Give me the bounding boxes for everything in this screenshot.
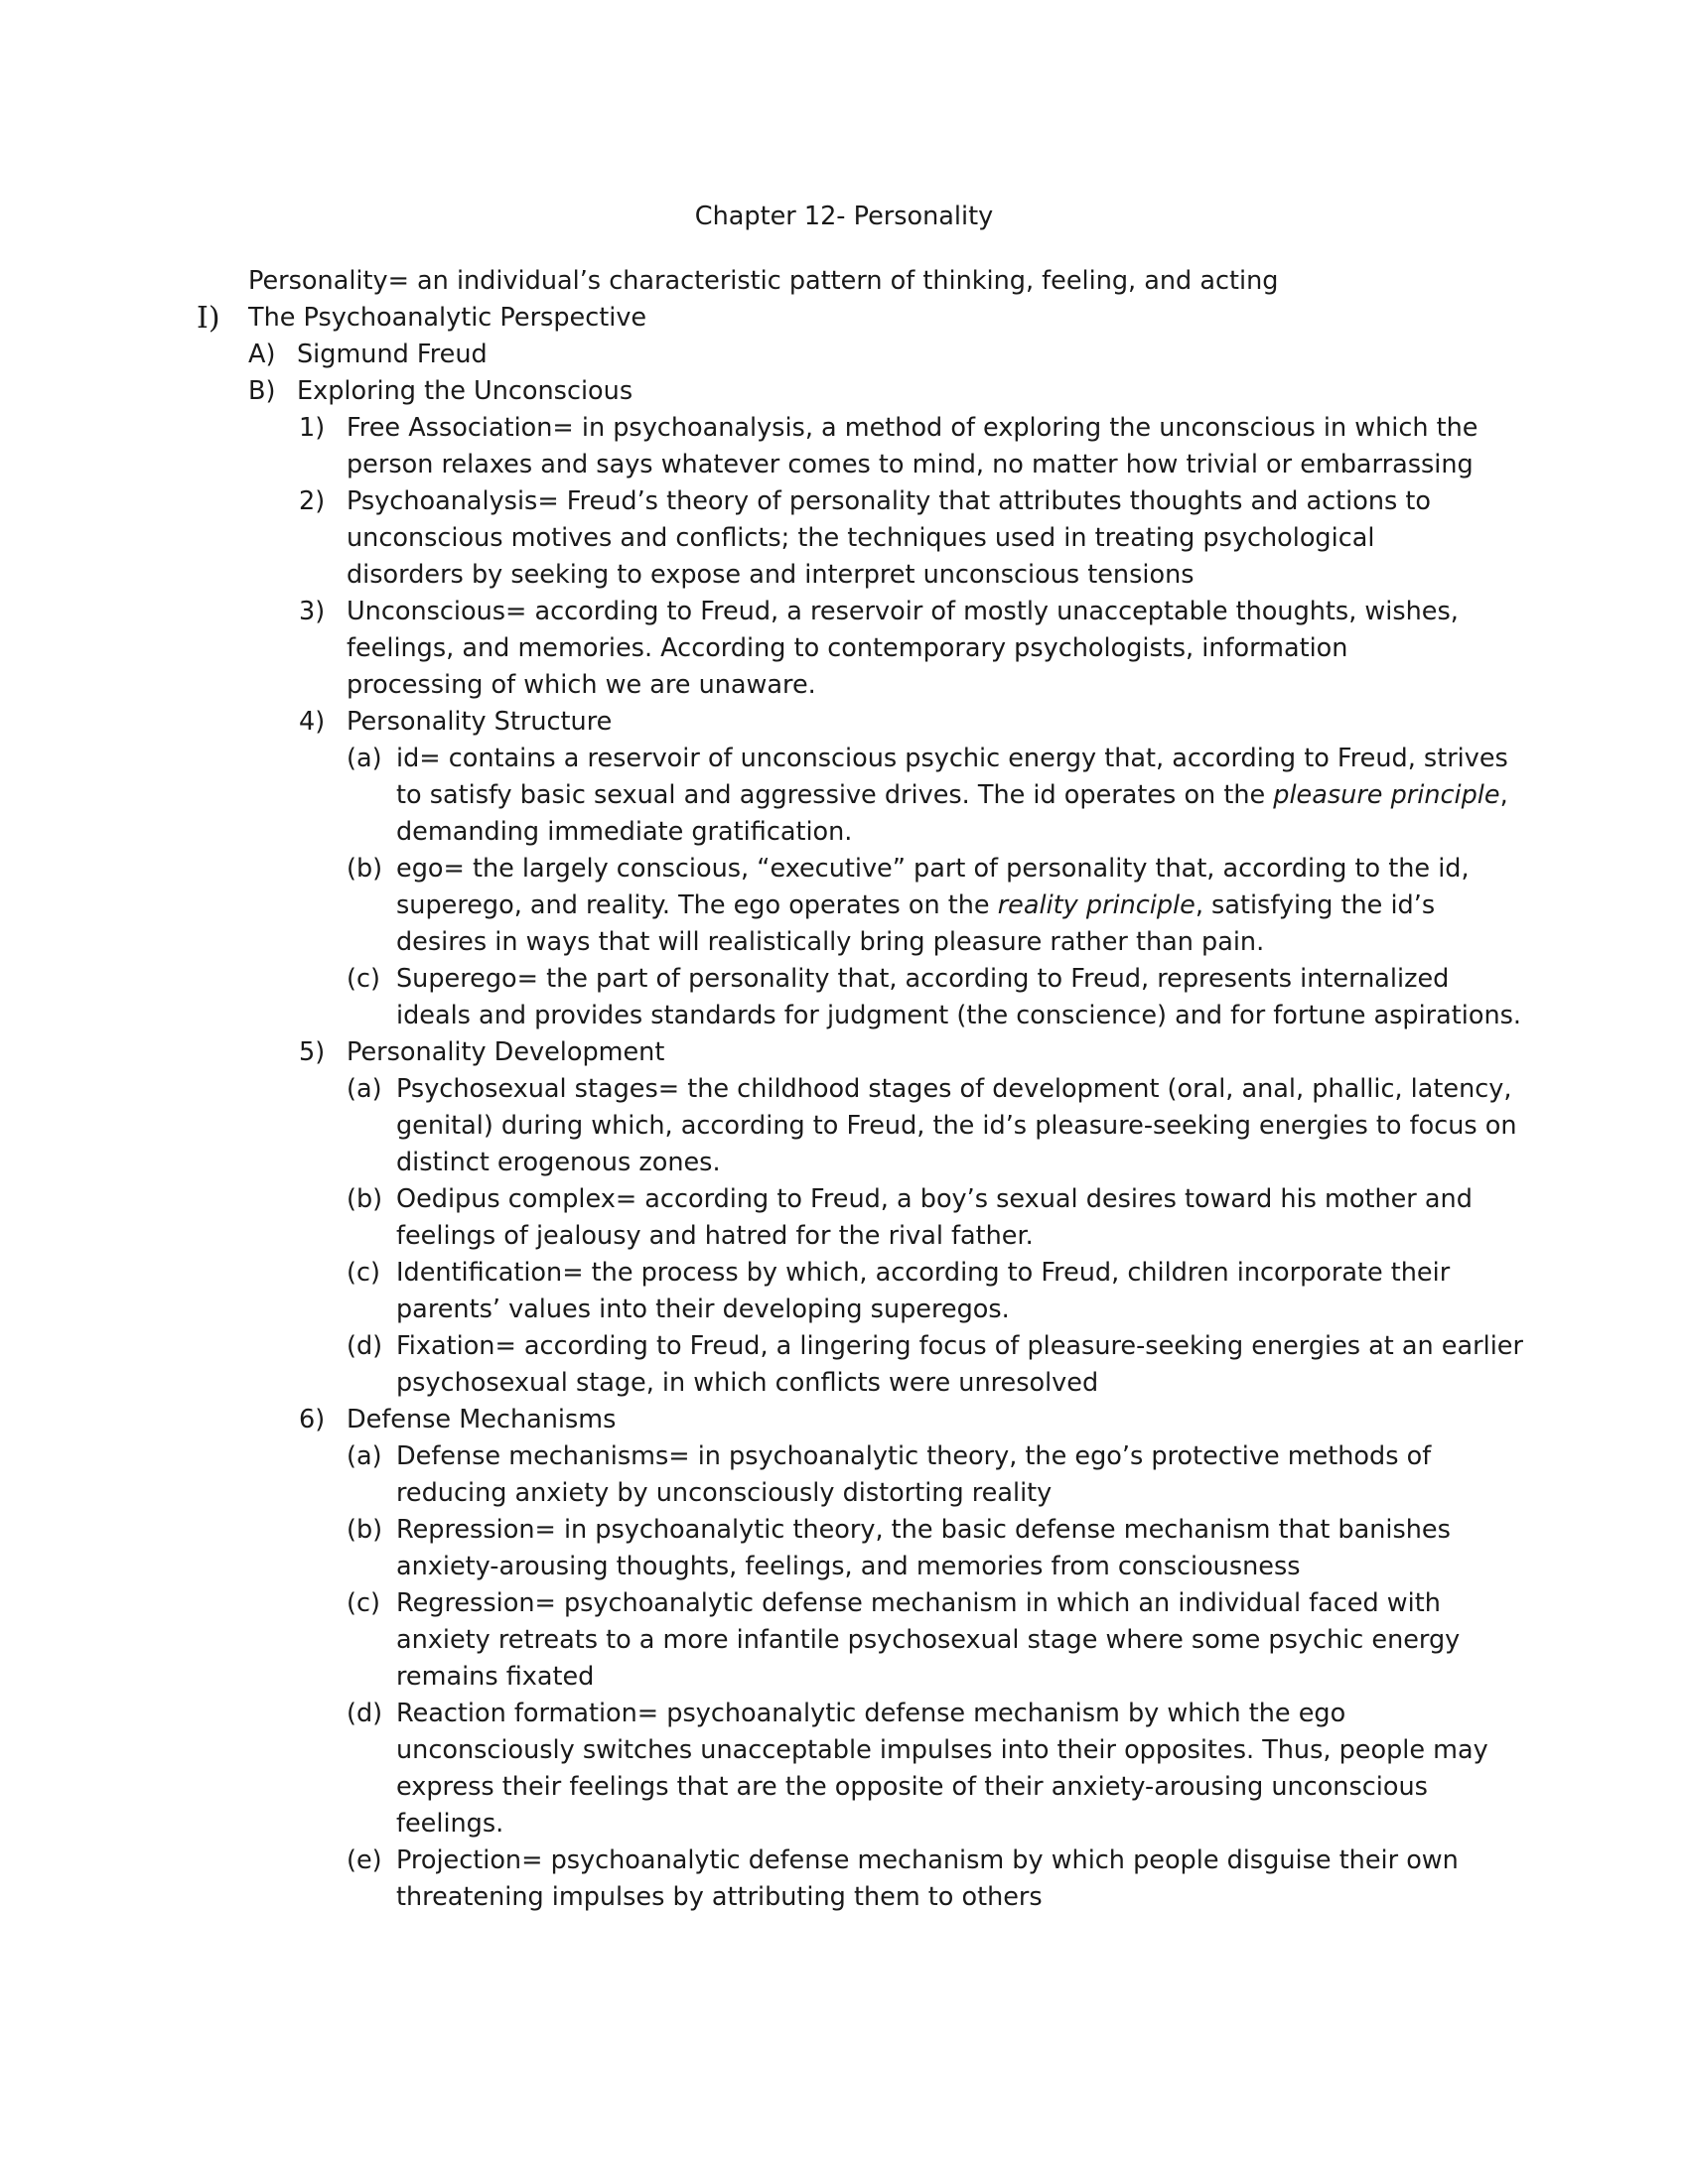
definition-psychoanalysis: Psychoanalysis= Freud’s theory of personality that attributes thoughts and actions to unconscious motives and conflicts; the techniques used in treating psychological disorders by seeking to expose and interpret unconscious tensions (347, 486, 1432, 590)
outline-item-b4 (297, 704, 1688, 741)
list-marker: (c) (347, 1258, 380, 1288)
section-i (197, 300, 1688, 337)
outline-item-b5 (297, 1034, 1688, 1071)
definition-superego: Superego= the part of personality that, according to Freud, represents internalized ideals and provides standards for judgment (the conscience) and for fortune aspirations. (396, 964, 1522, 1030)
list-marker: (d) (347, 1331, 383, 1361)
outline-item-b5b (347, 1181, 1526, 1255)
outline-item-b6c (347, 1585, 1526, 1696)
list-marker: 2) (299, 486, 326, 516)
list-marker: (b) (347, 854, 383, 884)
outline-item-b (248, 373, 1688, 410)
definition-identification: Identification= the process by which, according to Freud, children incorporate their parents’ values into their developing superegos. (396, 1258, 1451, 1324)
list-marker: 4) (299, 707, 326, 737)
definition-oedipus-complex: Oedipus complex= according to Freud, a boy’s sexual desires toward his mother and feelings of jealousy and hatred for the rival father. (396, 1184, 1473, 1251)
list-marker: 5) (299, 1037, 326, 1067)
outline-item-b4b (347, 851, 1526, 961)
definition-projection: Projection= psychoanalytic defense mechanism by which people disguise their own threatening impulses by attributing them to others (396, 1845, 1459, 1912)
definition-reaction-formation: Reaction formation= psychoanalytic defense mechanism by which the ego unconsciously switches unacceptable impulses into their opposites. Thus, people may express their feelings that are the opposite of their anxiety-arousing unconscious feelings. (396, 1699, 1488, 1839)
definition-unconscious: Unconscious= according to Freud, a reservoir of mostly unacceptable thoughts, wishes, feelings, and memories. According to contemporary psychologists, information processing of which we are unaware. (347, 597, 1459, 700)
page-title: Chapter 12- Personality (694, 202, 994, 231)
subheading-personality-development: Personality Development (347, 1037, 665, 1067)
outline (0, 263, 1688, 1916)
text-run: id= contains a reservoir of unconscious psychic energy that, according to Freud, strives to satisfy basic sexual and aggressive drives. The id operates on the (396, 744, 1508, 810)
intro-definition: Personality= an individual’s characteristic pattern of thinking, feeling, and acting (248, 266, 1279, 296)
list-marker: A) (248, 340, 276, 369)
list-marker: 1) (299, 413, 326, 443)
subheading-personality-structure: Personality Structure (347, 707, 613, 737)
list-marker: 6) (299, 1405, 326, 1434)
list-marker: (a) (347, 1441, 382, 1471)
list-marker: (d) (347, 1699, 383, 1728)
outline-item-b6b (347, 1512, 1526, 1585)
definition-ego (396, 851, 1526, 961)
outline-item-b4a (347, 741, 1526, 851)
list-marker: (b) (347, 1184, 383, 1214)
outline-item-b6 (297, 1402, 1688, 1438)
definition-defense-mechanisms: Defense mechanisms= in psychoanalytic theory, the ego’s protective methods of reducing anxiety by unconsciously distorting reality (396, 1441, 1432, 1508)
definition-repression: Repression= in psychoanalytic theory, the basic defense mechanism that banishes anxiety-arousing thoughts, feelings, and memories from consciousness (396, 1515, 1451, 1581)
list-item-text: Sigmund Freud (297, 340, 488, 369)
list-marker: (a) (347, 1074, 382, 1104)
text-run: , satisfying the id’s desires in ways that will realistically bring pleasure rather than pain. (396, 890, 1436, 957)
emphasis: pleasure principle (1273, 780, 1500, 810)
outline-item-b5a (347, 1071, 1526, 1181)
section-i-heading: The Psychoanalytic Perspective (248, 303, 647, 333)
outline-item-b6d (347, 1696, 1526, 1843)
definition-fixation: Fixation= according to Freud, a lingering focus of pleasure-seeking energies at an earlier psychosexual stage, in which conflicts were unresolved (396, 1331, 1523, 1398)
outline-item-b1 (297, 410, 1688, 483)
definition-free-association: Free Association= in psychoanalysis, a method of exploring the unconscious in which the person relaxes and says whatever comes to mind, no matter how trivial or embarrassing (347, 413, 1478, 479)
list-item-text: Exploring the Unconscious (297, 376, 633, 406)
outline-item-b3 (297, 594, 1688, 704)
text-run: ego= the largely conscious, “executive” part of personality that, according to the id, superego, and reality. The ego operates on the (396, 854, 1470, 920)
subheading-defense-mechanisms: Defense Mechanisms (347, 1405, 617, 1434)
outline-item-b6e (347, 1843, 1526, 1916)
outline-item-b5d (347, 1328, 1526, 1402)
list-marker: (e) (347, 1845, 382, 1875)
outline-item-b5c (347, 1255, 1526, 1328)
definition-psychosexual-stages: Psychosexual stages= the childhood stages of development (oral, anal, phallic, latency, genital) during which, according to Freud, the id’s pleasure-seeking energies to focus on distinct erogenous zones. (396, 1074, 1517, 1177)
list-marker: (b) (347, 1515, 383, 1545)
list-marker: (c) (347, 1588, 380, 1618)
list-marker: (a) (347, 744, 382, 773)
section-i-marker: I) (197, 301, 220, 336)
text-run: , demanding immediate gratification. (396, 780, 1508, 847)
outline-item-b4c (347, 961, 1526, 1034)
definition-regression: Regression= psychoanalytic defense mechanism in which an individual faced with anxiety retreats to a more infantile psychosexual stage where some psychic energy remains fixated (396, 1588, 1461, 1692)
list-marker: (c) (347, 964, 380, 994)
outline-item-b6a (347, 1438, 1526, 1512)
outline-item-a (248, 337, 1688, 373)
outline-item-b2 (297, 483, 1688, 594)
list-marker: 3) (299, 597, 326, 626)
emphasis: reality principle (997, 890, 1196, 920)
list-marker: B) (248, 376, 276, 406)
definition-id (396, 741, 1526, 851)
